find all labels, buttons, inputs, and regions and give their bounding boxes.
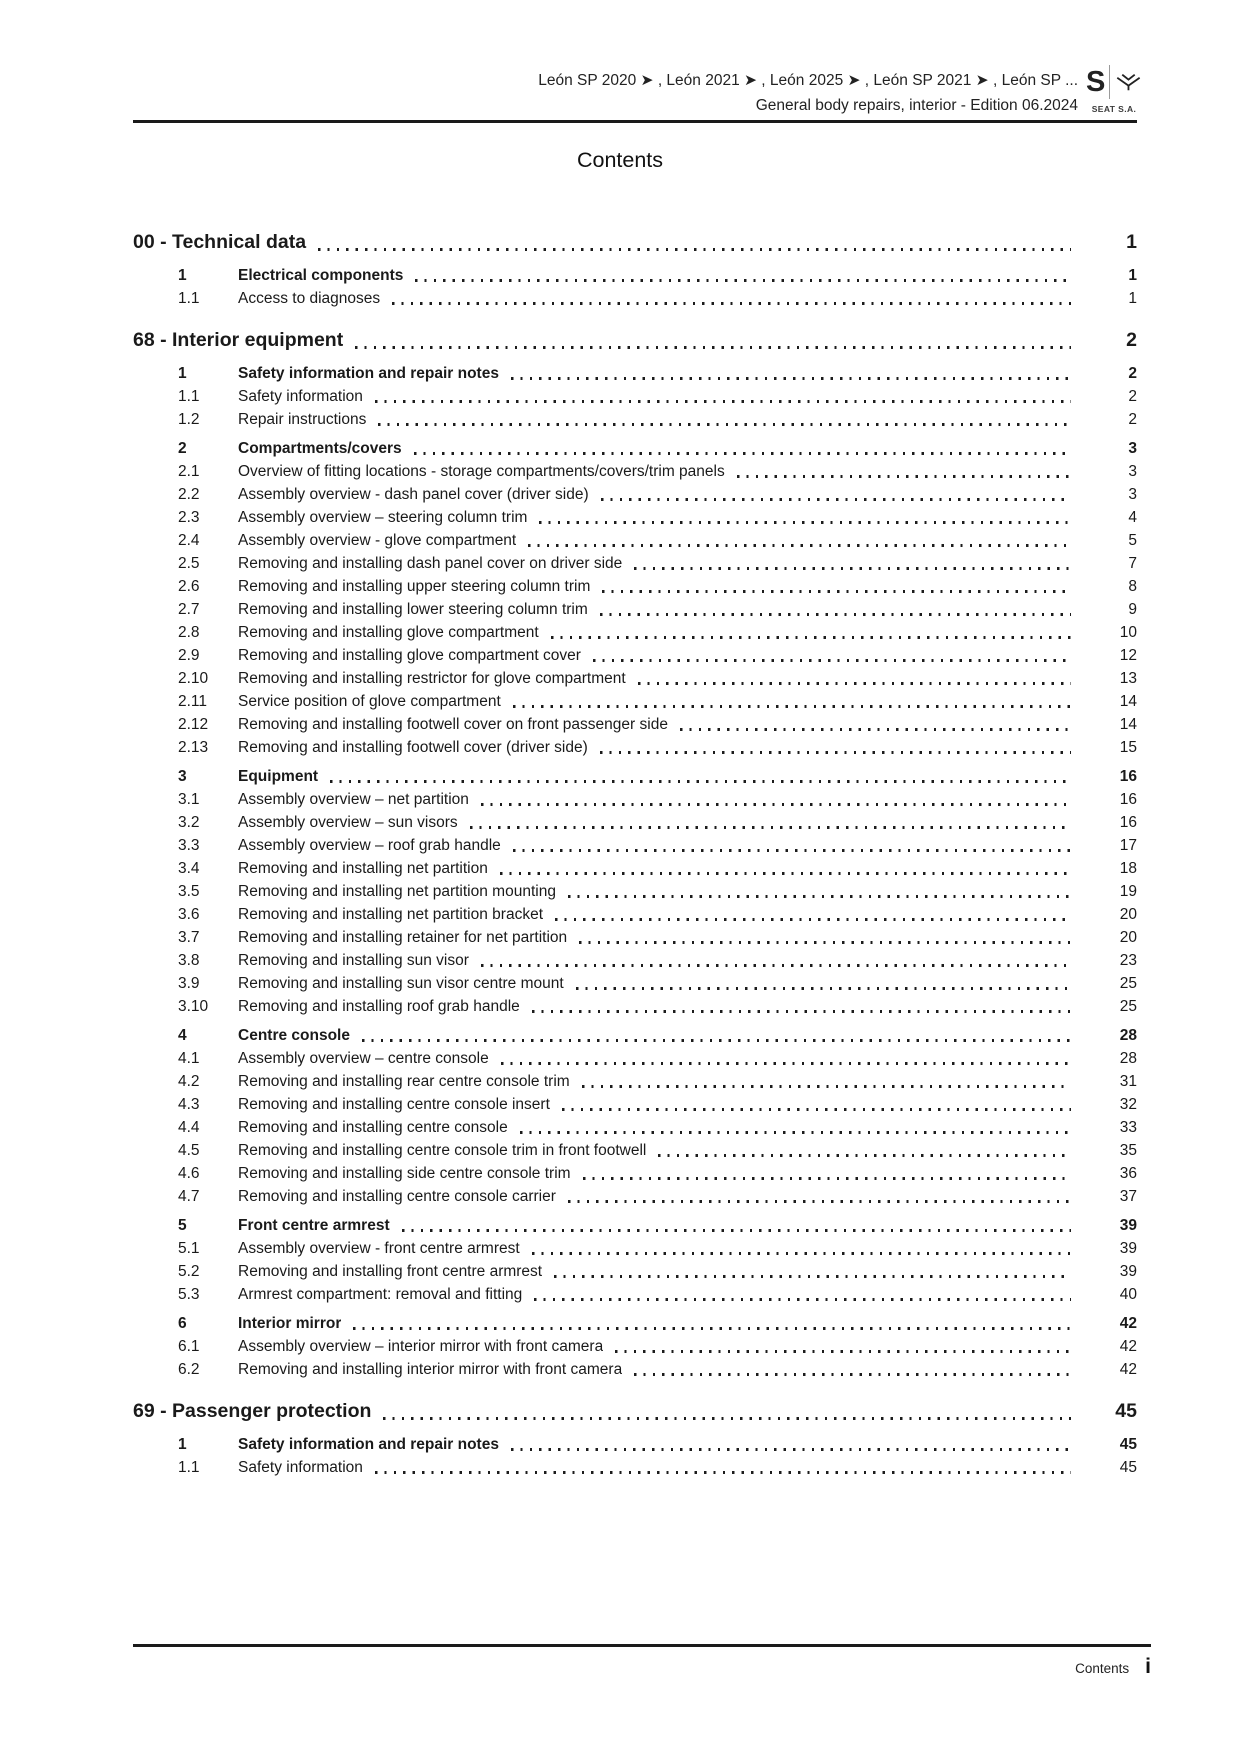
toc-entry-number: 2 [178, 440, 187, 457]
toc-page-number: 16 [1119, 768, 1137, 785]
toc-entry-title: Assembly overview - dash panel cover (driver side) [238, 486, 589, 503]
toc-dots-leader [634, 1373, 1071, 1376]
toc-entry-row [133, 483, 1137, 506]
toc-page-number: 20 [1119, 906, 1137, 923]
toc-entry-row [133, 1456, 1137, 1479]
toc-page-number: 32 [1119, 1096, 1137, 1113]
toc-entry-number: 5 [178, 1217, 187, 1234]
brand-divider [1109, 65, 1110, 99]
toc-entry-row [133, 1214, 1137, 1237]
toc-dots-leader [600, 751, 1071, 754]
toc-entry-title: Removing and installing side centre console trim [238, 1165, 571, 1182]
toc-entry-row [133, 437, 1137, 460]
header-models-line: León SP 2020 ➤ , León 2021 ➤ , León 2025 ➤ , León SP 2021 ➤ , León SP ... [538, 72, 1078, 89]
toc-entry-row [133, 460, 1137, 483]
toc-entry-row [133, 644, 1137, 667]
toc-entry-number: 1.1 [178, 1459, 200, 1476]
toc-page-number: 3 [1128, 463, 1137, 480]
toc-entry-row [133, 1433, 1137, 1456]
toc-dots-leader [511, 377, 1071, 380]
toc-chapter-label: 00 - Technical data [133, 231, 307, 253]
toc-entry-title: Removing and installing upper steering column trim [238, 578, 591, 595]
footer-rule [133, 1644, 1151, 1647]
toc-chapter-label: 69 - Passenger protection [133, 1400, 372, 1422]
toc-entry-row [133, 385, 1137, 408]
toc-entry-number: 3.6 [178, 906, 200, 923]
toc-dots-leader [383, 1417, 1071, 1420]
toc-entry-row [133, 1260, 1137, 1283]
toc-entry-number: 3.9 [178, 975, 200, 992]
toc-entry-number: 2.1 [178, 463, 200, 480]
cupra-logo-icon [1115, 68, 1142, 96]
toc-entry-number: 3.8 [178, 952, 200, 969]
toc-entry-title: Removing and installing lower steering column trim [238, 601, 588, 618]
toc-page-number: 19 [1119, 883, 1137, 900]
toc-entry-row [133, 1162, 1137, 1185]
toc-page-number: 28 [1119, 1027, 1137, 1044]
toc-dots-leader [513, 849, 1071, 852]
toc-entry-number: 2.2 [178, 486, 200, 503]
toc-entry-title: Assembly overview – steering column trim [238, 509, 528, 526]
toc-entry-title: Overview of fitting locations - storage compartments/covers/trim panels [238, 463, 725, 480]
toc-dots-leader [500, 872, 1071, 875]
toc-entry-number: 3.2 [178, 814, 200, 831]
toc-dots-leader [602, 590, 1071, 593]
toc-dots-leader [470, 826, 1071, 829]
toc-entry-title: Safety information [238, 1459, 363, 1476]
toc-entry-title: Repair instructions [238, 411, 367, 428]
toc-chapter-row [133, 1396, 1137, 1427]
toc-entry-row [133, 1312, 1137, 1335]
toc-entry-title: Safety information and repair notes [238, 1436, 499, 1453]
toc-entry-row [133, 1116, 1137, 1139]
toc-page-number: 42 [1119, 1361, 1137, 1378]
toc-page-number: 37 [1119, 1188, 1137, 1205]
toc-dots-leader [593, 659, 1071, 662]
footer-label: Contents [1075, 1661, 1130, 1676]
toc-entry-number: 3.7 [178, 929, 200, 946]
toc-dots-leader [414, 452, 1071, 455]
toc-page-number: 31 [1119, 1073, 1137, 1090]
toc-page-number: 28 [1119, 1050, 1137, 1067]
toc-entry-number: 1 [178, 1436, 187, 1453]
toc-entry-row [133, 287, 1137, 310]
toc-page-number: 39 [1119, 1240, 1137, 1257]
toc-page-number: 14 [1119, 693, 1137, 710]
toc-entry-row [133, 1024, 1137, 1047]
toc-entry-number: 1 [178, 267, 187, 284]
toc-page-number: 1 [1128, 290, 1137, 307]
toc-page-number: 9 [1128, 601, 1137, 618]
toc-dots-leader [582, 1085, 1071, 1088]
toc-entry-row [133, 1283, 1137, 1306]
toc-entry-title: Interior mirror [238, 1315, 342, 1332]
toc-entry-title: Removing and installing front centre armrest [238, 1263, 543, 1280]
toc-page-number: 13 [1119, 670, 1137, 687]
toc-entry-row [133, 903, 1137, 926]
toc-entry-row [133, 949, 1137, 972]
toc-dots-leader [576, 987, 1071, 990]
toc-entry-row [133, 1139, 1137, 1162]
toc-entry-row [133, 690, 1137, 713]
toc-entry-number: 4.6 [178, 1165, 200, 1182]
toc-entry-row [133, 506, 1137, 529]
toc-page-number: 14 [1119, 716, 1137, 733]
toc-page-number: 5 [1128, 532, 1137, 549]
toc-dots-leader [555, 918, 1071, 921]
toc-entry-number: 1 [178, 365, 187, 382]
toc-dots-leader [353, 1327, 1071, 1330]
toc-entry-title: Removing and installing interior mirror with front camera [238, 1361, 623, 1378]
toc-entry-title: Removing and installing roof grab handle [238, 998, 520, 1015]
brand-logos [1086, 64, 1142, 100]
toc-dots-leader [375, 1471, 1071, 1474]
toc-page-number: 17 [1119, 837, 1137, 854]
toc-page-number: 2 [1128, 388, 1137, 405]
toc-dots-leader [528, 544, 1071, 547]
toc-entry-row [133, 362, 1137, 385]
toc-dots-leader [402, 1229, 1071, 1232]
toc-entry-row [133, 713, 1137, 736]
toc-entry-title: Removing and installing centre console insert [238, 1096, 550, 1113]
page-header [538, 68, 1078, 118]
toc-page-number: 10 [1119, 624, 1137, 641]
toc-dots-leader [355, 346, 1071, 349]
header-edition-line: General body repairs, interior - Edition 06.2024 [755, 97, 1078, 114]
toc-entry-row [133, 598, 1137, 621]
toc-dots-leader [520, 1131, 1071, 1134]
toc-entry-number: 4.4 [178, 1119, 200, 1136]
toc-entry-title: Assembly overview – net partition [238, 791, 469, 808]
toc-entry-row [133, 575, 1137, 598]
toc-entry-number: 3.3 [178, 837, 200, 854]
toc-dots-leader [378, 423, 1071, 426]
toc-dots-leader [554, 1275, 1071, 1278]
toc-dots-leader [318, 248, 1071, 251]
toc-page-number: 1 [1126, 231, 1137, 253]
toc-dots-leader [638, 682, 1071, 685]
toc-entry-row [133, 995, 1137, 1018]
toc-entry-title: Safety information [238, 388, 363, 405]
toc-page-number: 42 [1119, 1315, 1137, 1332]
toc-page-number: 40 [1119, 1286, 1137, 1303]
toc-entry-title: Removing and installing footwell cover (driver side) [238, 739, 588, 756]
toc-entry-row [133, 1358, 1137, 1381]
toc-entry-title: Removing and installing centre console [238, 1119, 508, 1136]
toc-dots-leader [501, 1062, 1071, 1065]
toc-page-number: 4 [1128, 509, 1137, 526]
toc-entry-title: Removing and installing restrictor for glove compartment [238, 670, 626, 687]
toc-entry-number: 4.7 [178, 1188, 200, 1205]
toc-entry-title: Removing and installing net partition [238, 860, 488, 877]
toc-entry-row [133, 788, 1137, 811]
table-of-contents [133, 212, 1137, 1479]
toc-page-number: 35 [1119, 1142, 1137, 1159]
toc-entry-number: 2.7 [178, 601, 200, 618]
toc-entry-title: Removing and installing rear centre console trim [238, 1073, 570, 1090]
toc-chapter-row [133, 325, 1137, 356]
brand-company-label: SEAT S.A. [1091, 104, 1137, 114]
toc-entry-title: Removing and installing glove compartment cover [238, 647, 581, 664]
toc-page-number: 25 [1119, 975, 1137, 992]
toc-dots-leader [680, 728, 1071, 731]
toc-dots-leader [601, 498, 1071, 501]
toc-dots-leader [600, 613, 1071, 616]
toc-entry-number: 1.2 [178, 411, 200, 428]
toc-entry-title: Removing and installing glove compartment [238, 624, 539, 641]
toc-entry-title: Access to diagnoses [238, 290, 381, 307]
toc-page-number: 15 [1119, 739, 1137, 756]
toc-entry-title: Removing and installing sun visor [238, 952, 469, 969]
toc-entry-title: Electrical components [238, 267, 404, 284]
toc-page-number: 3 [1128, 440, 1137, 457]
toc-entry-number: 3.1 [178, 791, 200, 808]
toc-page-number: 25 [1119, 998, 1137, 1015]
toc-entry-number: 2.13 [178, 739, 209, 756]
toc-page-number: 3 [1128, 486, 1137, 503]
toc-entry-number: 2.10 [178, 670, 209, 687]
toc-entry-number: 4.1 [178, 1050, 200, 1067]
toc-page-number: 12 [1119, 647, 1137, 664]
toc-page-number: 2 [1126, 329, 1137, 351]
toc-entry-title: Removing and installing retainer for net partition [238, 929, 568, 946]
toc-dots-leader [551, 636, 1071, 639]
toc-entry-title: Centre console [238, 1027, 350, 1044]
toc-dots-leader [415, 279, 1071, 282]
toc-entry-title: Safety information and repair notes [238, 365, 499, 382]
toc-entry-title: Service position of glove compartment [238, 693, 501, 710]
toc-entry-title: Assembly overview – centre console [238, 1050, 489, 1067]
toc-dots-leader [568, 895, 1071, 898]
toc-entry-row [133, 926, 1137, 949]
toc-entry-title: Compartments/covers [238, 440, 402, 457]
toc-page-number: 39 [1119, 1217, 1137, 1234]
toc-entry-number: 2.8 [178, 624, 200, 641]
toc-entry-title: Assembly overview – roof grab handle [238, 837, 501, 854]
toc-entry-row [133, 736, 1137, 759]
toc-entry-row [133, 834, 1137, 857]
toc-page-number: 2 [1128, 411, 1137, 428]
toc-entry-row [133, 880, 1137, 903]
toc-entry-row [133, 1070, 1137, 1093]
toc-dots-leader [330, 780, 1071, 783]
toc-page-number: 20 [1119, 929, 1137, 946]
toc-entry-number: 2.6 [178, 578, 200, 595]
toc-page-number: 33 [1119, 1119, 1137, 1136]
toc-entry-number: 5.1 [178, 1240, 200, 1257]
toc-entry-row [133, 1237, 1137, 1260]
toc-entry-number: 6.1 [178, 1338, 200, 1355]
toc-dots-leader [539, 521, 1071, 524]
toc-entry-row [133, 1335, 1137, 1358]
toc-entry-number: 2.5 [178, 555, 200, 572]
toc-dots-leader [615, 1350, 1071, 1353]
toc-entry-row [133, 667, 1137, 690]
toc-page-number: 36 [1119, 1165, 1137, 1182]
toc-entry-title: Front centre armrest [238, 1217, 390, 1234]
toc-entry-number: 6 [178, 1315, 187, 1332]
toc-page-number: 1 [1128, 267, 1137, 284]
toc-entry-number: 5.2 [178, 1263, 200, 1280]
toc-entry-number: 2.4 [178, 532, 200, 549]
page-title: Contents [576, 148, 664, 172]
toc-dots-leader [481, 964, 1071, 967]
footer-page-number: i [1145, 1655, 1151, 1678]
page-footer [1075, 1655, 1151, 1679]
toc-page-number: 23 [1119, 952, 1137, 969]
toc-entry-row [133, 552, 1137, 575]
toc-entry-number: 3.5 [178, 883, 200, 900]
toc-entry-title: Removing and installing sun visor centre mount [238, 975, 564, 992]
toc-dots-leader [568, 1200, 1071, 1203]
toc-entry-title: Removing and installing footwell cover on front passenger side [238, 716, 668, 733]
toc-entry-title: Assembly overview - glove compartment [238, 532, 517, 549]
toc-dots-leader [532, 1010, 1071, 1013]
toc-entry-row [133, 1047, 1137, 1070]
toc-entry-number: 4.3 [178, 1096, 200, 1113]
toc-entry-number: 6.2 [178, 1361, 200, 1378]
toc-entry-number: 4.5 [178, 1142, 200, 1159]
toc-dots-leader [562, 1108, 1071, 1111]
toc-entry-row [133, 1185, 1137, 1208]
toc-page-number: 16 [1119, 814, 1137, 831]
toc-chapter-label: 68 - Interior equipment [133, 329, 344, 351]
toc-page-number: 39 [1119, 1263, 1137, 1280]
toc-page-number: 8 [1128, 578, 1137, 595]
toc-dots-leader [375, 400, 1071, 403]
toc-page-number: 45 [1119, 1459, 1137, 1476]
toc-page-number: 45 [1115, 1400, 1137, 1422]
toc-dots-leader [634, 567, 1071, 570]
toc-entry-row [133, 408, 1137, 431]
toc-entry-number: 3.4 [178, 860, 200, 877]
toc-page-number: 42 [1119, 1338, 1137, 1355]
toc-entry-number: 4 [178, 1027, 187, 1044]
toc-entry-number: 2.12 [178, 716, 209, 733]
toc-entry-number: 2.9 [178, 647, 200, 664]
toc-page-number: 2 [1128, 365, 1137, 382]
toc-entry-row [133, 972, 1137, 995]
toc-dots-leader [362, 1039, 1071, 1042]
toc-dots-leader [583, 1177, 1071, 1180]
toc-entry-title: Removing and installing net partition bracket [238, 906, 544, 923]
toc-entry-title: Removing and installing net partition mounting [238, 883, 556, 900]
toc-entry-title: Assembly overview – interior mirror with front camera [238, 1338, 604, 1355]
toc-dots-leader [532, 1252, 1071, 1255]
toc-dots-leader [534, 1298, 1071, 1301]
toc-entry-number: 1.1 [178, 388, 200, 405]
toc-entry-title: Removing and installing centre console carrier [238, 1188, 556, 1205]
toc-page-number: 18 [1119, 860, 1137, 877]
toc-page-number: 7 [1128, 555, 1137, 572]
toc-page-number: 16 [1119, 791, 1137, 808]
toc-entry-row [133, 811, 1137, 834]
toc-dots-leader [511, 1448, 1071, 1451]
seat-logo-icon: S [1086, 66, 1105, 98]
toc-entry-number: 1.1 [178, 290, 200, 307]
header-rule [133, 120, 1137, 123]
toc-entry-number: 2.3 [178, 509, 200, 526]
toc-dots-leader [392, 302, 1071, 305]
toc-entry-title: Removing and installing centre console trim in front footwell [238, 1142, 647, 1159]
toc-chapter-row [133, 227, 1137, 258]
toc-entry-row [133, 264, 1137, 287]
toc-entry-row [133, 1093, 1137, 1116]
toc-entry-number: 3 [178, 768, 187, 785]
toc-dots-leader [481, 803, 1071, 806]
toc-entry-row [133, 765, 1137, 788]
brand-block [1086, 64, 1142, 114]
toc-entry-row [133, 621, 1137, 644]
toc-entry-title: Equipment [238, 768, 319, 785]
toc-entry-number: 3.10 [178, 998, 209, 1015]
toc-dots-leader [658, 1154, 1071, 1157]
toc-dots-leader [737, 475, 1071, 478]
toc-entry-title: Armrest compartment: removal and fitting [238, 1286, 523, 1303]
toc-entry-number: 5.3 [178, 1286, 200, 1303]
toc-dots-leader [579, 941, 1071, 944]
toc-entry-row [133, 529, 1137, 552]
toc-entry-title: Removing and installing dash panel cover on driver side [238, 555, 623, 572]
toc-entry-title: Assembly overview - front centre armrest [238, 1240, 520, 1257]
toc-page-number: 45 [1119, 1436, 1137, 1453]
toc-dots-leader [513, 705, 1071, 708]
toc-entry-number: 2.11 [178, 693, 208, 710]
toc-entry-title: Assembly overview – sun visors [238, 814, 458, 831]
toc-entry-row [133, 857, 1137, 880]
toc-entry-number: 4.2 [178, 1073, 200, 1090]
